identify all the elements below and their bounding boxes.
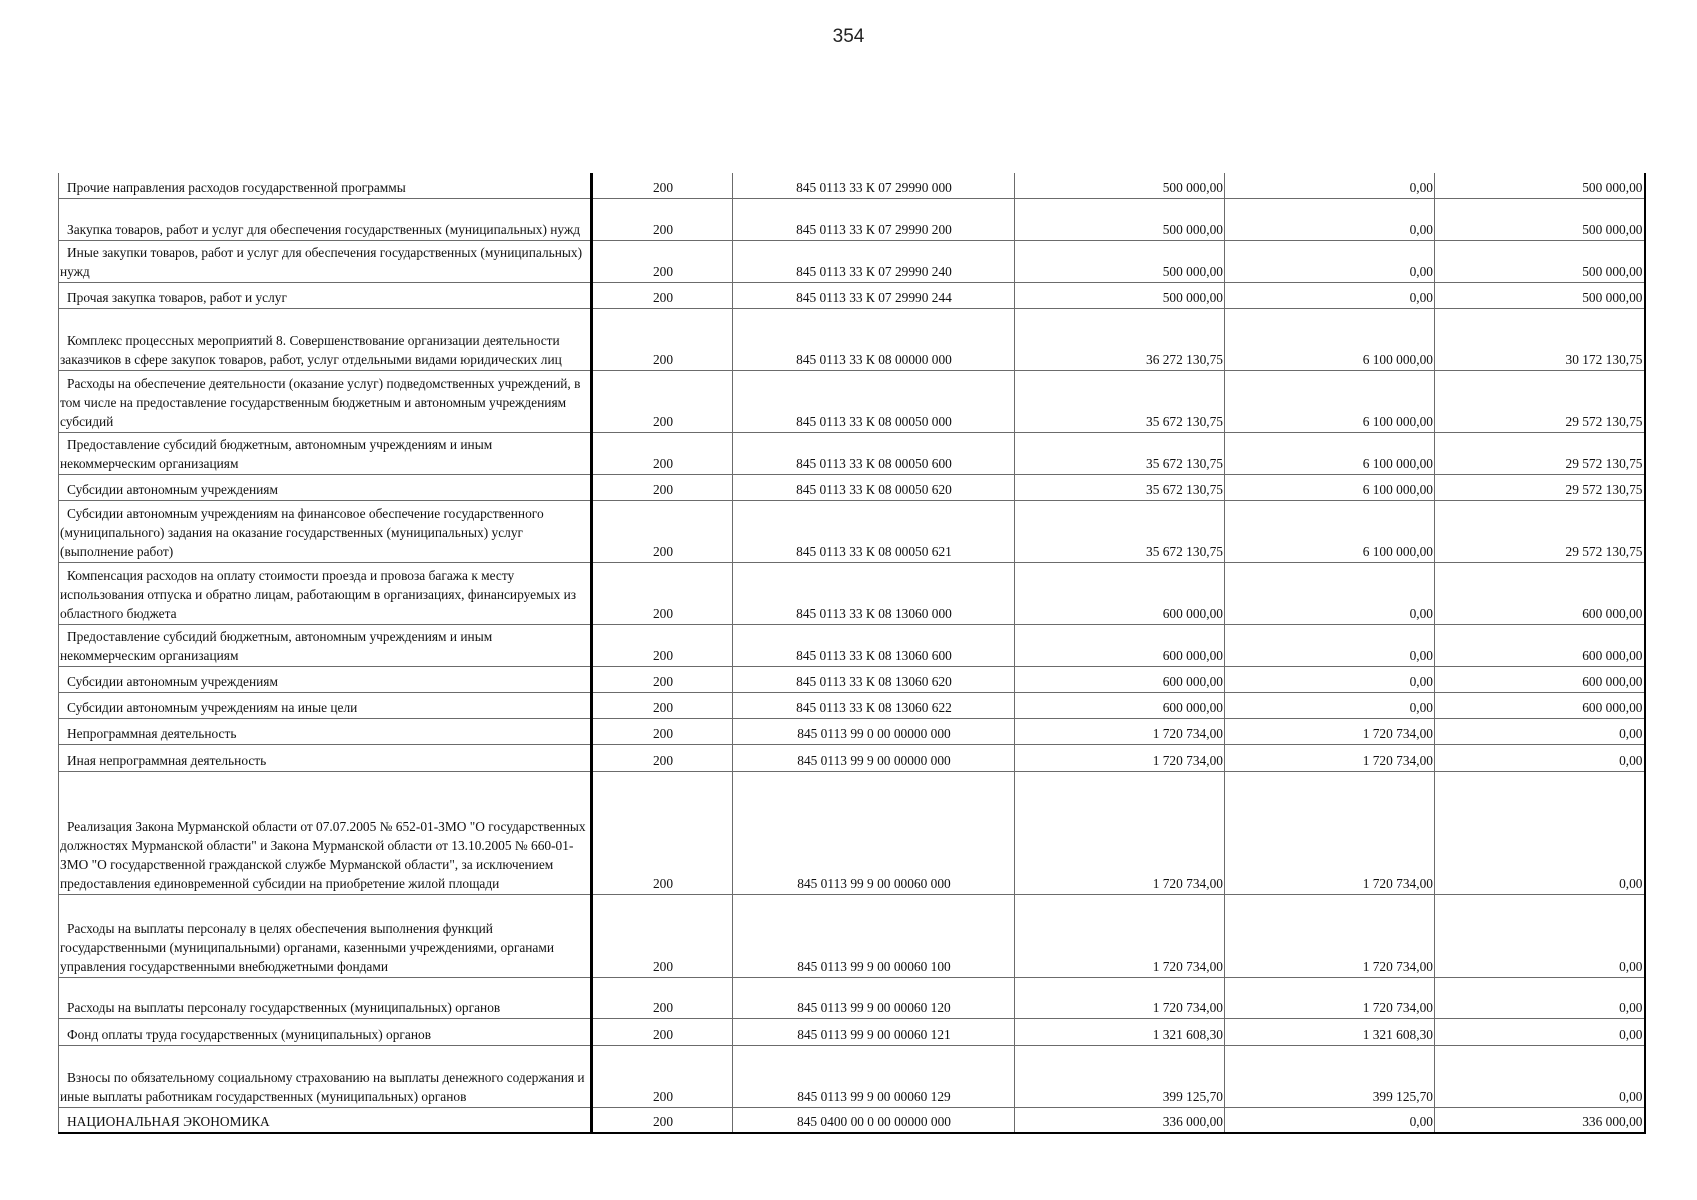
row-rest: 29 572 130,75 xyxy=(1435,370,1645,432)
page-number: 354 xyxy=(832,26,865,47)
row-kbk: 200 xyxy=(592,666,733,692)
table-row xyxy=(59,474,1645,500)
row-kbk: 200 xyxy=(592,771,733,894)
table-row xyxy=(59,771,1645,894)
row-plan: 336 000,00 xyxy=(1015,1107,1225,1133)
row-plan: 600 000,00 xyxy=(1015,692,1225,718)
row-done: 399 125,70 xyxy=(1225,1045,1435,1107)
row-kbk: 200 xyxy=(592,718,733,744)
table-row xyxy=(59,173,1645,198)
row-name: Расходы на обеспечение деятельности (оказание услуг) подведомственных учреждений, в том числе на предоставление государственным бюджетным и автономным учреждениям субсидий xyxy=(59,370,592,432)
row-plan: 600 000,00 xyxy=(1015,562,1225,624)
row-plan: 1 720 734,00 xyxy=(1015,744,1225,771)
row-rest: 29 572 130,75 xyxy=(1435,432,1645,474)
row-done: 0,00 xyxy=(1225,240,1435,282)
row-rest: 29 572 130,75 xyxy=(1435,500,1645,562)
row-code: 845 0113 33 К 08 00050 000 xyxy=(733,370,1015,432)
row-rest: 30 172 130,75 xyxy=(1435,308,1645,370)
row-name: Иные закупки товаров, работ и услуг для обеспечения государственных (муниципальных) нужд xyxy=(59,240,592,282)
row-code: 845 0113 33 К 07 29990 200 xyxy=(733,198,1015,240)
row-name: Взносы по обязательному социальному страхованию на выплаты денежного содержания и иные выплаты работникам государственных (муниципальных) органов xyxy=(59,1045,592,1107)
row-code: 845 0113 33 К 08 13060 622 xyxy=(733,692,1015,718)
row-kbk: 200 xyxy=(592,894,733,977)
row-done: 0,00 xyxy=(1225,692,1435,718)
row-code: 845 0113 33 К 08 00050 621 xyxy=(733,500,1015,562)
row-kbk: 200 xyxy=(592,474,733,500)
row-plan: 600 000,00 xyxy=(1015,666,1225,692)
row-kbk: 200 xyxy=(592,173,733,198)
row-kbk: 200 xyxy=(592,198,733,240)
row-plan: 1 720 734,00 xyxy=(1015,718,1225,744)
row-rest: 600 000,00 xyxy=(1435,624,1645,666)
row-rest: 500 000,00 xyxy=(1435,240,1645,282)
row-done: 1 720 734,00 xyxy=(1225,894,1435,977)
row-done: 1 720 734,00 xyxy=(1225,771,1435,894)
row-plan: 1 321 608,30 xyxy=(1015,1018,1225,1045)
row-done: 1 720 734,00 xyxy=(1225,744,1435,771)
row-rest: 0,00 xyxy=(1435,744,1645,771)
row-code: 845 0113 33 К 07 29990 240 xyxy=(733,240,1015,282)
row-done: 1 321 608,30 xyxy=(1225,1018,1435,1045)
row-rest: 0,00 xyxy=(1435,718,1645,744)
row-plan: 35 672 130,75 xyxy=(1015,432,1225,474)
row-plan: 500 000,00 xyxy=(1015,240,1225,282)
row-done: 6 100 000,00 xyxy=(1225,308,1435,370)
row-plan: 1 720 734,00 xyxy=(1015,977,1225,1018)
row-code: 845 0113 99 9 00 00060 100 xyxy=(733,894,1015,977)
row-plan: 1 720 734,00 xyxy=(1015,894,1225,977)
row-kbk: 200 xyxy=(592,432,733,474)
row-rest: 0,00 xyxy=(1435,1045,1645,1107)
row-plan: 500 000,00 xyxy=(1015,198,1225,240)
table-row xyxy=(59,198,1645,240)
row-name: Расходы на выплаты персоналу государственных (муниципальных) органов xyxy=(59,977,592,1018)
row-name: Расходы на выплаты персоналу в целях обеспечения выполнения функций государственными (муниципальными) органами, казенными учреждениями, органами управления государственными внебюджетными фондами xyxy=(59,894,592,977)
table-row xyxy=(59,718,1645,744)
row-rest: 336 000,00 xyxy=(1435,1107,1645,1133)
row-rest: 600 000,00 xyxy=(1435,666,1645,692)
row-done: 1 720 734,00 xyxy=(1225,977,1435,1018)
row-name: Прочая закупка товаров, работ и услуг xyxy=(59,282,592,308)
row-kbk: 200 xyxy=(592,1107,733,1133)
row-name: Реализация Закона Мурманской области от 07.07.2005 № 652-01-ЗМО "О государственных должностях Мурманской области" и Закона Мурманской области от 13.10.2005 № 660-01-ЗМО "О государственной гражданской службе Мурманской области", за исключением предоставления единовременной субсидии на приобретение жилой площади xyxy=(59,771,592,894)
row-name: Субсидии автономным учреждениям на финансовое обеспечение государственного (муниципального) задания на оказание государственных (муниципальных) услуг (выполнение работ) xyxy=(59,500,592,562)
row-name: Фонд оплаты труда государственных (муниципальных) органов xyxy=(59,1018,592,1045)
row-code: 845 0113 33 К 08 13060 600 xyxy=(733,624,1015,666)
row-code: 845 0113 99 9 00 00060 129 xyxy=(733,1045,1015,1107)
table-row xyxy=(59,500,1645,562)
row-kbk: 200 xyxy=(592,1045,733,1107)
table-row xyxy=(59,562,1645,624)
row-done: 0,00 xyxy=(1225,1107,1435,1133)
row-done: 0,00 xyxy=(1225,624,1435,666)
row-name: Предоставление субсидий бюджетным, автономным учреждениям и иным некоммерческим организациям xyxy=(59,624,592,666)
row-kbk: 200 xyxy=(592,624,733,666)
row-name: Непрограммная деятельность xyxy=(59,718,592,744)
table-row xyxy=(59,282,1645,308)
row-done: 0,00 xyxy=(1225,173,1435,198)
row-done: 0,00 xyxy=(1225,198,1435,240)
row-code: 845 0113 33 К 08 00050 620 xyxy=(733,474,1015,500)
row-done: 6 100 000,00 xyxy=(1225,500,1435,562)
table-row xyxy=(59,240,1645,282)
row-code: 845 0113 99 9 00 00060 000 xyxy=(733,771,1015,894)
table-row xyxy=(59,692,1645,718)
table-row xyxy=(59,744,1645,771)
row-code: 845 0113 33 К 08 00000 000 xyxy=(733,308,1015,370)
row-plan: 35 672 130,75 xyxy=(1015,370,1225,432)
row-done: 6 100 000,00 xyxy=(1225,474,1435,500)
row-name: Закупка товаров, работ и услуг для обеспечения государственных (муниципальных) нужд xyxy=(59,198,592,240)
row-code: 845 0113 33 К 07 29990 000 xyxy=(733,173,1015,198)
row-plan: 500 000,00 xyxy=(1015,282,1225,308)
row-plan: 36 272 130,75 xyxy=(1015,308,1225,370)
table-row xyxy=(59,894,1645,977)
row-rest: 500 000,00 xyxy=(1435,282,1645,308)
table-row xyxy=(59,1107,1645,1133)
row-rest: 0,00 xyxy=(1435,977,1645,1018)
row-name: Компенсация расходов на оплату стоимости проезда и провоза багажа к месту использования отпуска и обратно лицам, работающим в организациях, финансируемых из областного бюджета xyxy=(59,562,592,624)
row-plan: 35 672 130,75 xyxy=(1015,500,1225,562)
row-kbk: 200 xyxy=(592,370,733,432)
row-name: Субсидии автономным учреждениям на иные цели xyxy=(59,692,592,718)
row-kbk: 200 xyxy=(592,562,733,624)
row-code: 845 0113 99 9 00 00000 000 xyxy=(733,744,1015,771)
budget-execution-table xyxy=(58,173,1646,1134)
row-name: Предоставление субсидий бюджетным, автономным учреждениям и иным некоммерческим организациям xyxy=(59,432,592,474)
row-rest: 0,00 xyxy=(1435,894,1645,977)
row-kbk: 200 xyxy=(592,240,733,282)
row-plan: 399 125,70 xyxy=(1015,1045,1225,1107)
row-code: 845 0113 33 К 08 00050 600 xyxy=(733,432,1015,474)
table-row xyxy=(59,432,1645,474)
row-rest: 500 000,00 xyxy=(1435,198,1645,240)
row-plan: 1 720 734,00 xyxy=(1015,771,1225,894)
row-code: 845 0400 00 0 00 00000 000 xyxy=(733,1107,1015,1133)
row-done: 1 720 734,00 xyxy=(1225,718,1435,744)
row-kbk: 200 xyxy=(592,308,733,370)
row-rest: 600 000,00 xyxy=(1435,692,1645,718)
row-plan: 35 672 130,75 xyxy=(1015,474,1225,500)
row-rest: 600 000,00 xyxy=(1435,562,1645,624)
table-row xyxy=(59,1045,1645,1107)
row-name: Комплекс процессных мероприятий 8. Совершенствование организации деятельности заказчиков в сфере закупок товаров, работ, услуг отдельными видами юридических лиц xyxy=(59,308,592,370)
row-code: 845 0113 33 К 08 13060 000 xyxy=(733,562,1015,624)
row-kbk: 200 xyxy=(592,744,733,771)
row-kbk: 200 xyxy=(592,692,733,718)
row-done: 6 100 000,00 xyxy=(1225,370,1435,432)
row-code: 845 0113 33 К 07 29990 244 xyxy=(733,282,1015,308)
row-name: НАЦИОНАЛЬНАЯ ЭКОНОМИКА xyxy=(59,1107,592,1133)
row-code: 845 0113 33 К 08 13060 620 xyxy=(733,666,1015,692)
row-name: Прочие направления расходов государственной программы xyxy=(59,173,592,198)
row-kbk: 200 xyxy=(592,500,733,562)
table-row xyxy=(59,666,1645,692)
row-done: 0,00 xyxy=(1225,282,1435,308)
row-code: 845 0113 99 0 00 00000 000 xyxy=(733,718,1015,744)
row-rest: 29 572 130,75 xyxy=(1435,474,1645,500)
table-row xyxy=(59,1018,1645,1045)
row-name: Иная непрограммная деятельность xyxy=(59,744,592,771)
table-row xyxy=(59,370,1645,432)
table-row xyxy=(59,977,1645,1018)
row-name: Субсидии автономным учреждениям xyxy=(59,474,592,500)
row-name: Субсидии автономным учреждениям xyxy=(59,666,592,692)
row-done: 6 100 000,00 xyxy=(1225,432,1435,474)
row-code: 845 0113 99 9 00 00060 120 xyxy=(733,977,1015,1018)
row-code: 845 0113 99 9 00 00060 121 xyxy=(733,1018,1015,1045)
table-row xyxy=(59,308,1645,370)
row-rest: 0,00 xyxy=(1435,771,1645,894)
row-kbk: 200 xyxy=(592,1018,733,1045)
row-rest: 0,00 xyxy=(1435,1018,1645,1045)
row-kbk: 200 xyxy=(592,282,733,308)
row-plan: 500 000,00 xyxy=(1015,173,1225,198)
row-done: 0,00 xyxy=(1225,562,1435,624)
row-done: 0,00 xyxy=(1225,666,1435,692)
row-plan: 600 000,00 xyxy=(1015,624,1225,666)
row-kbk: 200 xyxy=(592,977,733,1018)
table-row xyxy=(59,624,1645,666)
row-rest: 500 000,00 xyxy=(1435,173,1645,198)
